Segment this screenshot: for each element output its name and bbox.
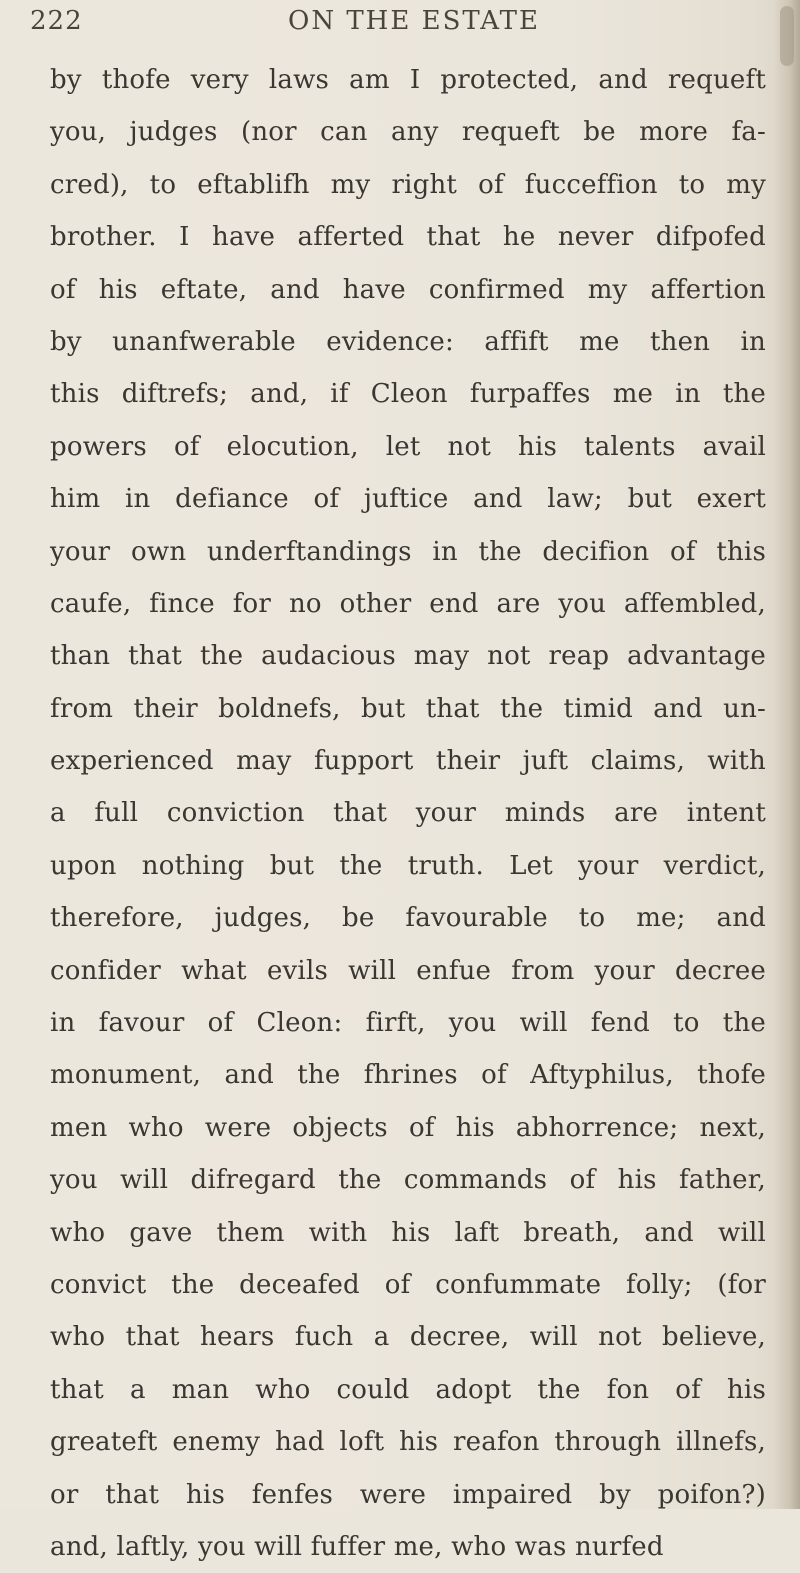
text-line: you, judges (nor can any requeft be more fa- [50, 117, 766, 148]
text-line: or that his fenfes were impaired by poifon?) [50, 1479, 766, 1510]
page-number: 222 [30, 6, 83, 36]
text-line: confider what evils will enfue from your decree [50, 955, 766, 986]
running-title: ON THE ESTATE [288, 6, 540, 36]
text-line: monument, and the fhrines of Aftyphilus, thofe [50, 1060, 766, 1091]
text-line: cred), to eftablifh my right of fucceffion to my [50, 169, 766, 200]
text-line: who that hears fuch a decree, will not believe, [50, 1322, 766, 1353]
text-line: this diftrefs; and, if Cleon furpaffes me in the [50, 379, 766, 410]
text-line: who gave them with his laft breath, and will [50, 1217, 766, 1248]
text-line: convict the deceafed of confummate folly; (for [50, 1269, 766, 1300]
text-line: of his eftate, and have confirmed my affertion [50, 274, 766, 305]
text-line: that a man who could adopt the fon of his [50, 1374, 766, 1405]
text-line: men who were objects of his abhorrence; next, [50, 1112, 766, 1143]
text-line: than that the audacious may not reap advantage [50, 641, 766, 672]
text-line: and, laftly, you will fuffer me, who was nurfed [50, 1531, 664, 1562]
page-edge-shadow [774, 0, 800, 1509]
page-edge-stain [780, 6, 794, 66]
text-line: your own underftandings in the decifion of this [50, 536, 766, 567]
text-line: a full conviction that your minds are intent [50, 798, 766, 829]
text-line: in favour of Cleon: firft, you will fend to the [50, 1008, 766, 1039]
text-line: by thofe very laws am I protected, and requeft [50, 65, 766, 95]
text-line: powers of elocution, let not his talents avail [50, 431, 766, 462]
text-line: from their boldnefs, but that the timid and un- [50, 693, 766, 724]
text-line: brother. I have afferted that he never difpofed [50, 222, 766, 253]
text-line: greateft enemy had loft his reafon through illnefs, [50, 1427, 766, 1458]
text-line: by unanfwerable evidence: affift me then in [50, 326, 766, 357]
text-line: caufe, fince for no other end are you affembled, [50, 588, 766, 619]
text-line: upon nothing but the truth. Let your verdict, [50, 850, 766, 881]
text-line: therefore, judges, be favourable to me; and [50, 903, 766, 934]
text-line: experienced may fupport their juft claims, with [50, 746, 766, 777]
text-line: you will difregard the commands of his father, [50, 1165, 766, 1196]
running-head [30, 6, 750, 50]
body-text [50, 54, 766, 1573]
text-line: him in defiance of juftice and law; but exert [50, 484, 766, 515]
